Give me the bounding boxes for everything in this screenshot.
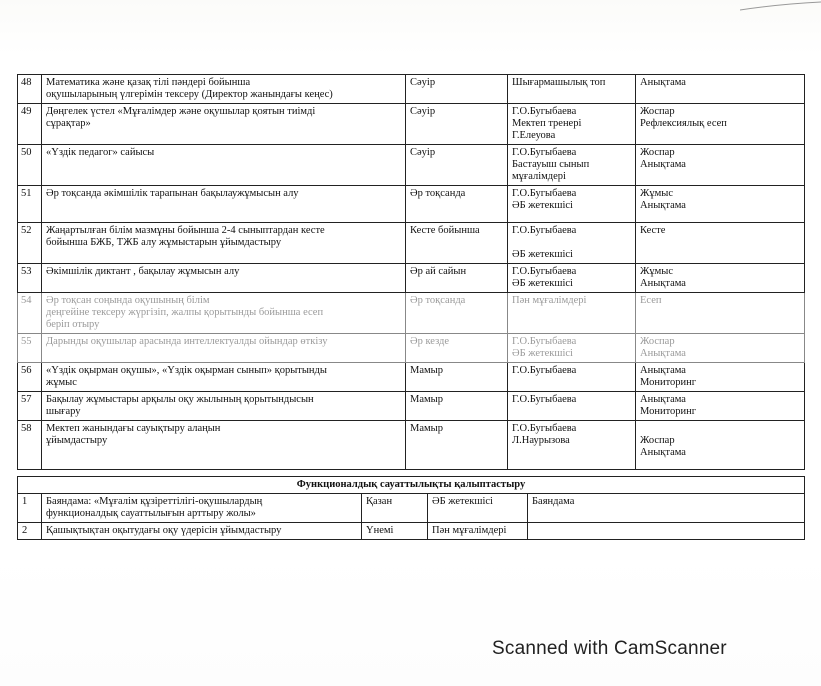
section-title: Функционалдық сауаттылықты қалыптастыру	[18, 477, 805, 494]
event-cell	[42, 264, 406, 293]
result-cell-line: Кесте	[640, 225, 666, 236]
row-number: 51	[18, 186, 42, 223]
result-cell	[528, 523, 805, 540]
time-cell: Кесте бойынша	[406, 223, 508, 264]
row-number: 52	[18, 223, 42, 264]
time-cell: Мамыр	[406, 363, 508, 392]
row-number: 48	[18, 75, 42, 104]
responsible-cell	[508, 75, 636, 104]
time-cell: Әр тоқсанда	[406, 293, 508, 334]
responsible-cell-line: Л.Наурызова	[512, 435, 570, 446]
responsible-cell	[508, 186, 636, 223]
result-cell-line: Анықтама	[640, 77, 686, 88]
responsible-cell-line: Г.О.Бугыбаева	[512, 266, 577, 277]
result-cell-line: Анықтама	[640, 394, 686, 405]
event-cell-line: Әр тоқсан соңында оқушының білім	[46, 295, 210, 306]
responsible-cell	[508, 363, 636, 392]
event-cell-line: сұрақтар»	[46, 118, 91, 129]
event-cell	[42, 293, 406, 334]
responsible-cell-line: Шығармашылық топ	[512, 77, 606, 88]
table-row	[18, 363, 805, 392]
row-number: 55	[18, 334, 42, 363]
time-cell: Мамыр	[406, 392, 508, 421]
responsible-cell	[508, 145, 636, 186]
event-cell-line: «Үздік оқырман оқушы», «Үздік оқырман сынып» қорытынды	[46, 365, 327, 376]
result-cell-line: Мониторинг	[640, 377, 697, 388]
responsible-cell	[508, 334, 636, 363]
time-cell: Сәуір	[406, 145, 508, 186]
event-cell-line: Қашықтықтан оқытудағы оқу үдерісін ұйымдастыру	[46, 525, 282, 536]
table-row	[18, 186, 805, 223]
result-cell	[636, 223, 805, 264]
table-row	[18, 264, 805, 293]
result-cell-line: Жоспар	[640, 147, 675, 158]
event-cell	[42, 421, 406, 470]
event-cell	[42, 223, 406, 264]
event-cell-line: Математика және қазақ тілі пәндері бойынша	[46, 77, 251, 88]
responsible-cell	[508, 421, 636, 470]
event-cell-line: бойынша БЖБ, ТЖБ алу жұмыстарын ұйымдастыру	[46, 237, 282, 248]
responsible-cell-line: ӘБ жетекшісі	[512, 249, 573, 260]
time-cell: Әр кезде	[406, 334, 508, 363]
row-number: 53	[18, 264, 42, 293]
event-cell-line: Жаңартылған білім мазмұны бойынша 2-4 сыныптардан кесте	[46, 225, 325, 236]
result-cell	[636, 264, 805, 293]
event-cell	[42, 494, 362, 523]
responsible-cell-line: Г.О.Бугыбаева	[512, 423, 577, 434]
responsible-cell-line: ӘБ жетекшісі	[512, 200, 573, 211]
responsible-cell: Пән мұғалімдері	[428, 523, 528, 540]
event-cell-line: Бақылау жұмыстары арқылы оқу жылының қорытындысын	[46, 394, 314, 405]
responsible-cell	[508, 392, 636, 421]
result-cell	[636, 421, 805, 470]
responsible-cell	[508, 223, 636, 264]
result-cell	[636, 363, 805, 392]
time-cell: Мамыр	[406, 421, 508, 470]
responsible-cell-line: Г.О.Бугыбаева	[512, 106, 577, 117]
event-cell-line: Дарынды оқушылар арасында интеллектуалды ойындар өткізу	[46, 336, 328, 347]
table-row	[18, 145, 805, 186]
responsible-cell	[508, 104, 636, 145]
responsible-cell-line: Пән мұғалімдері	[512, 295, 587, 306]
event-cell	[42, 334, 406, 363]
responsible-cell-line: Г.О.Бугыбаева	[512, 336, 577, 347]
result-cell-line: Есеп	[640, 295, 662, 306]
responsible-cell-line: мұғалімдері	[512, 171, 566, 182]
event-cell-line: беріп отыру	[46, 319, 100, 330]
row-number: 54	[18, 293, 42, 334]
result-cell: Баяндама	[528, 494, 805, 523]
table-row	[18, 523, 805, 540]
result-cell	[636, 392, 805, 421]
row-number: 56	[18, 363, 42, 392]
scan-edge-mark	[740, 0, 821, 12]
responsible-cell-line: Г.Елеуова	[512, 130, 556, 141]
row-number: 58	[18, 421, 42, 470]
result-cell-line: Анықтама	[640, 159, 686, 170]
event-cell	[42, 145, 406, 186]
table-row	[18, 392, 805, 421]
result-cell-line: Жұмыс	[640, 188, 674, 199]
functional-literacy-table	[17, 476, 805, 540]
result-cell	[636, 145, 805, 186]
responsible-cell-line: Г.О.Бугыбаева	[512, 225, 577, 236]
event-cell	[42, 363, 406, 392]
result-cell-line: Мониторинг	[640, 406, 697, 417]
event-cell	[42, 186, 406, 223]
responsible-cell-line: Бастауыш сынып	[512, 159, 590, 170]
event-cell-line: Әр тоқсанда әкімшілік тарапынан бақылаужұмысын алу	[46, 188, 299, 199]
event-cell-line: Дөңгелек үстел «Мұғалімдер және оқушылар қоятын тиімді	[46, 106, 316, 117]
row-number: 1	[18, 494, 42, 523]
event-cell-line: «Үздік педагог» сайысы	[46, 147, 155, 158]
table-row	[18, 104, 805, 145]
result-cell-line: Анықтама	[640, 447, 686, 458]
plan-table-body	[18, 75, 805, 470]
time-cell: Үнемі	[362, 523, 428, 540]
time-cell: Әр тоқсанда	[406, 186, 508, 223]
result-cell-line: Жоспар	[640, 435, 675, 446]
event-cell	[42, 75, 406, 104]
result-cell-line: Рефлексиялық есеп	[640, 118, 727, 129]
responsible-cell-line: ӘБ жетекшісі	[512, 278, 573, 289]
responsible-cell-line	[512, 237, 631, 249]
event-cell-line: оқушыларының үлгерімін тексеру (Директор жанындағы кеңес)	[46, 89, 333, 100]
event-cell	[42, 523, 362, 540]
time-cell: Сәуір	[406, 104, 508, 145]
event-cell-line: деңгейіне тексеру жүргізіп, жалпы қорытынды бойынша есеп	[46, 307, 324, 318]
responsible-cell-line: Г.О.Бугыбаева	[512, 147, 577, 158]
result-cell-line: Анықтама	[640, 200, 686, 211]
responsible-cell: ӘБ жетекшісі	[428, 494, 528, 523]
event-cell-line: шығару	[46, 406, 81, 417]
result-cell-line: Жұмыс	[640, 266, 674, 277]
table-row	[18, 223, 805, 264]
responsible-cell	[508, 293, 636, 334]
functional-literacy-body	[18, 477, 805, 540]
table-row	[18, 75, 805, 104]
responsible-cell-line: ӘБ жетекшісі	[512, 348, 573, 359]
event-cell-line: Мектеп жанындағы сауықтыру алаңын	[46, 423, 221, 434]
table-row	[18, 334, 805, 363]
responsible-cell-line: Г.О.Бугыбаева	[512, 394, 577, 405]
camscanner-watermark: Scanned with CamScanner	[492, 638, 727, 659]
result-cell	[636, 334, 805, 363]
time-cell: Әр ай сайын	[406, 264, 508, 293]
result-cell	[636, 104, 805, 145]
event-cell	[42, 104, 406, 145]
event-cell-line: Баяндама: «Мұғалім құзіреттілігі-оқушылардың	[46, 496, 263, 507]
event-cell	[42, 392, 406, 421]
event-cell-line: функционалдық сауаттылығын арттыру жолы»	[46, 508, 256, 519]
result-cell-line: Жоспар	[640, 336, 675, 347]
table-row	[18, 421, 805, 470]
row-number: 50	[18, 145, 42, 186]
responsible-cell-line: Г.О.Бугыбаева	[512, 365, 577, 376]
event-cell-line: Әкімшілік диктант , бақылау жұмысын алу	[46, 266, 240, 277]
responsible-cell	[508, 264, 636, 293]
section-header-row	[18, 477, 805, 494]
result-cell	[636, 293, 805, 334]
responsible-cell-line: Г.О.Бугыбаева	[512, 188, 577, 199]
result-cell	[636, 186, 805, 223]
result-cell-line: Жоспар	[640, 106, 675, 117]
result-cell-line: Анықтама	[640, 365, 686, 376]
time-cell: Сәуір	[406, 75, 508, 104]
table-row	[18, 293, 805, 334]
event-cell-line: ұйымдастыру	[46, 435, 108, 446]
result-cell-line	[640, 423, 800, 435]
row-number: 2	[18, 523, 42, 540]
result-cell	[636, 75, 805, 104]
result-cell-line: Анықтама	[640, 348, 686, 359]
result-cell-line: Анықтама	[640, 278, 686, 289]
row-number: 49	[18, 104, 42, 145]
event-cell-line: жұмыс	[46, 377, 77, 388]
row-number: 57	[18, 392, 42, 421]
table-row	[18, 494, 805, 523]
responsible-cell-line: Мектеп тренері	[512, 118, 582, 129]
time-cell: Қазан	[362, 494, 428, 523]
plan-table	[17, 74, 805, 470]
